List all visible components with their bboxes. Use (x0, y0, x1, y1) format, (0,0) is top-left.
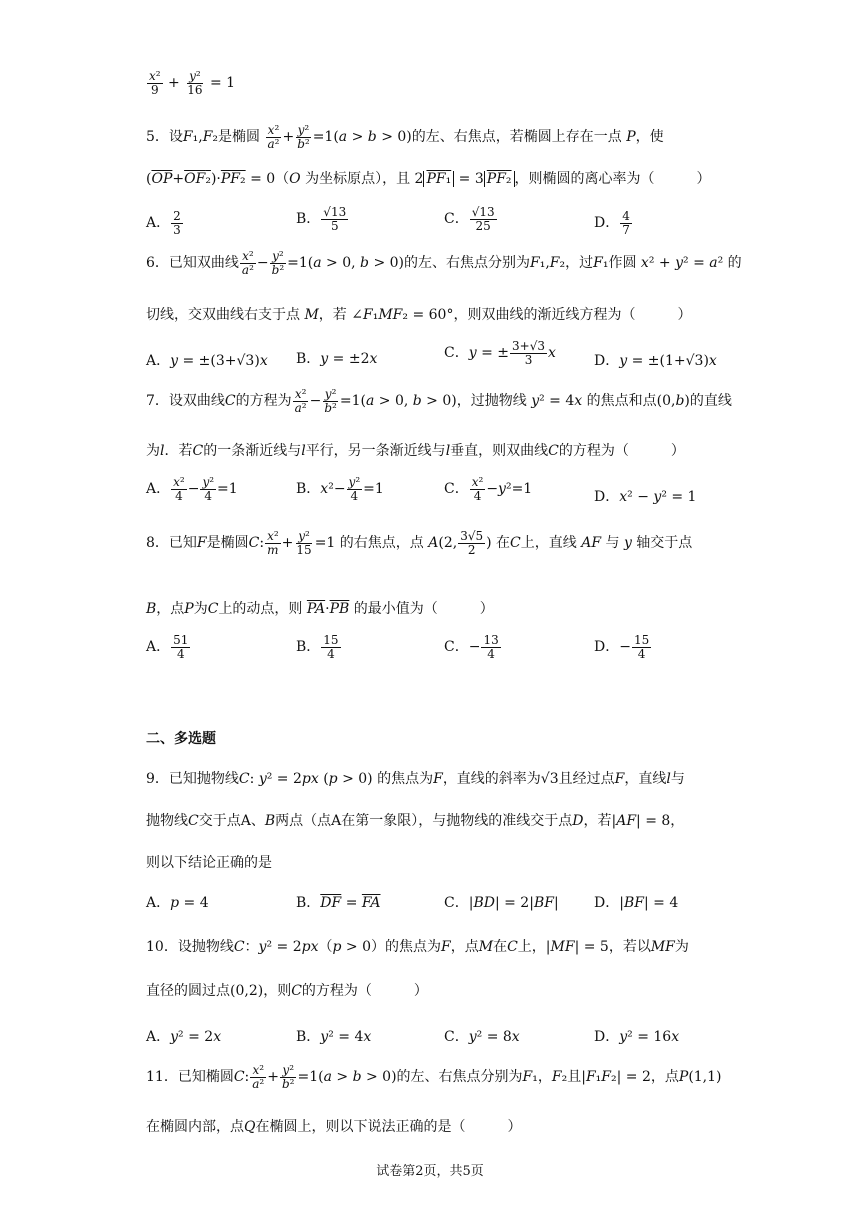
q6-option-a[interactable]: A．y = ±(3+√3)x (146, 353, 268, 369)
q6-line2: 切线，交双曲线右支于点 M，若 ∠F₁MF₂ = 60°，则双曲线的渐近线方程为（ ） (146, 307, 692, 323)
q8-option-a[interactable]: A． $\frac{51}{4}$ (146, 633, 189, 661)
q6-option-b[interactable]: B．y = ±2x (296, 351, 378, 367)
q10-line1: 10．设抛物线C：y² = 2px（p > 0）的焦点为F，点M在C上，|MF| = 5，若以MF为 (146, 939, 689, 955)
q9-line3: 则以下结论正确的是 (146, 855, 272, 871)
q5-option-c[interactable]: C． $\frac{√13}{25}$ (444, 205, 495, 233)
q7-option-d[interactable]: D．x² − y² = 1 (594, 489, 697, 505)
q8-option-c[interactable]: C．− $\frac{13}{4}$ (444, 633, 499, 661)
q7-line1: 7．设双曲线C的方程为 $\frac{\text{x²}}{\text{a²}}$ − $\frac{\text{y²}}{\text{b²}}$ =1(a > 0, b > 0)，过抛物线 y² = 4x 的焦点和点(0,b)的直线 (146, 387, 732, 415)
section-heading: 二、多选题 (146, 731, 216, 747)
q10-line2: 直径的圆过点(0,2)，则C的方程为（ ） (146, 983, 428, 999)
q6-line1: 6．已知双曲线 $\frac{\text{x²}}{\text{a²}}$ − $\frac{\text{y²}}{\text{b²}}$ =1(a > 0, b > 0)的左、右焦点分别为F₁,F₂，过F₁作圆 x² + y² = a² 的 (146, 249, 742, 277)
q9-line1: 9．已知抛物线C: y² = 2px (p > 0) 的焦点为F，直线的斜率为√3且经过点F，直线l与 (146, 771, 685, 787)
q5-option-d[interactable]: D． $\frac{4}{7}$ (594, 209, 630, 237)
q8-line1: 8．已知F是椭圆C: $\frac{\text{x²}}{m}$ + $\frac{\text{y²}}{15}$ =1 的右焦点，点 A(2, $\frac{3√5}{2}$ ) 在C上，直线 AF 与 y 轴交于点 (146, 529, 693, 557)
q11-line2: 在椭圆内部，点Q在椭圆上，则以下说法正确的是（ ） (146, 1119, 522, 1135)
q8-option-b[interactable]: B． $\frac{15}{4}$ (296, 633, 339, 661)
q7-line2: 为l．若C的一条渐近线与l平行，另一条渐近线与l垂直，则双曲线C的方程为（ ） (146, 443, 685, 459)
q7-option-b[interactable]: B．x²− $\frac{\text{y²}}{4}$ =1 (296, 475, 384, 503)
q7-option-c[interactable]: C． $\frac{\text{x²}}{4}$ −y²=1 (444, 475, 533, 503)
top-equation: $\frac{\text{x²}}{9}$ + $\frac{\text{y²}}{16}$ = 1 (149, 69, 236, 97)
q5-option-a[interactable]: A． $\frac{2}{3}$ (146, 209, 181, 237)
q8-option-d[interactable]: D．− $\frac{15}{4}$ (594, 633, 650, 661)
q9-option-b[interactable]: B．$\overline{DF} = \overline{FA}$ (296, 895, 381, 911)
q6-option-d[interactable]: D．y = ±(1+√3)x (594, 353, 717, 369)
q5-line2: $(\overline{OP}+OF_2)\cdot PF_2 = 0(O$ 为坐标原点），且 2 PF₁ = 3 PF₂ ，则椭圆的离心率为（ ） (146, 171, 711, 187)
q10-option-b[interactable]: B．y² = 4x (296, 1029, 372, 1045)
q10-option-a[interactable]: A．y² = 2x (146, 1029, 222, 1045)
q9-line2: 抛物线C交于点A、B两点（点A在第一象限），与抛物线的准线交于点D，若|AF| = 8， (146, 813, 685, 829)
q9-option-a[interactable]: A．p = 4 (146, 895, 209, 911)
q10-option-c[interactable]: C．y² = 8x (444, 1029, 520, 1045)
q8-line2: B，点P为C上的动点，则 $\overline{PA}\cdot\overline{PB}$ 的最小值为（ ） (146, 601, 494, 617)
q11-line1: 11．已知椭圆C: $\frac{\text{x²}}{\text{a²}}$ + $\frac{\text{y²}}{\text{b²}}$ =1(a > b > 0)的左、右焦点分别为F₁，F₂且|F₁F₂| = 2，点P(1,1) (146, 1063, 722, 1091)
page-footer: 试卷第2页，共5页 (376, 1164, 484, 1179)
q9-option-c[interactable]: C．|BD| = 2|BF| (444, 895, 559, 911)
q5-option-b[interactable]: B． $\frac{√13}{5}$ (296, 205, 347, 233)
q9-option-d[interactable]: D．|BF| = 4 (594, 895, 679, 911)
q6-option-c[interactable]: C．y = ± $\frac{3+√3}{3}$ x (444, 339, 556, 367)
q5-line1: 5．设F₁,F₂是椭圆 $\frac{\text{x²}}{\text{a²}}$ + $\frac{\text{y²}}{\text{b²}}$ =1(a > b > 0)的左、右焦点，若椭圆上存在一点 P，使 (146, 123, 664, 151)
q10-option-d[interactable]: D．y² = 16x (594, 1029, 680, 1045)
q7-option-a[interactable]: A． $\frac{\text{x²}}{4}$ − $\frac{\text{y²}}{4}$ =1 (146, 475, 238, 503)
